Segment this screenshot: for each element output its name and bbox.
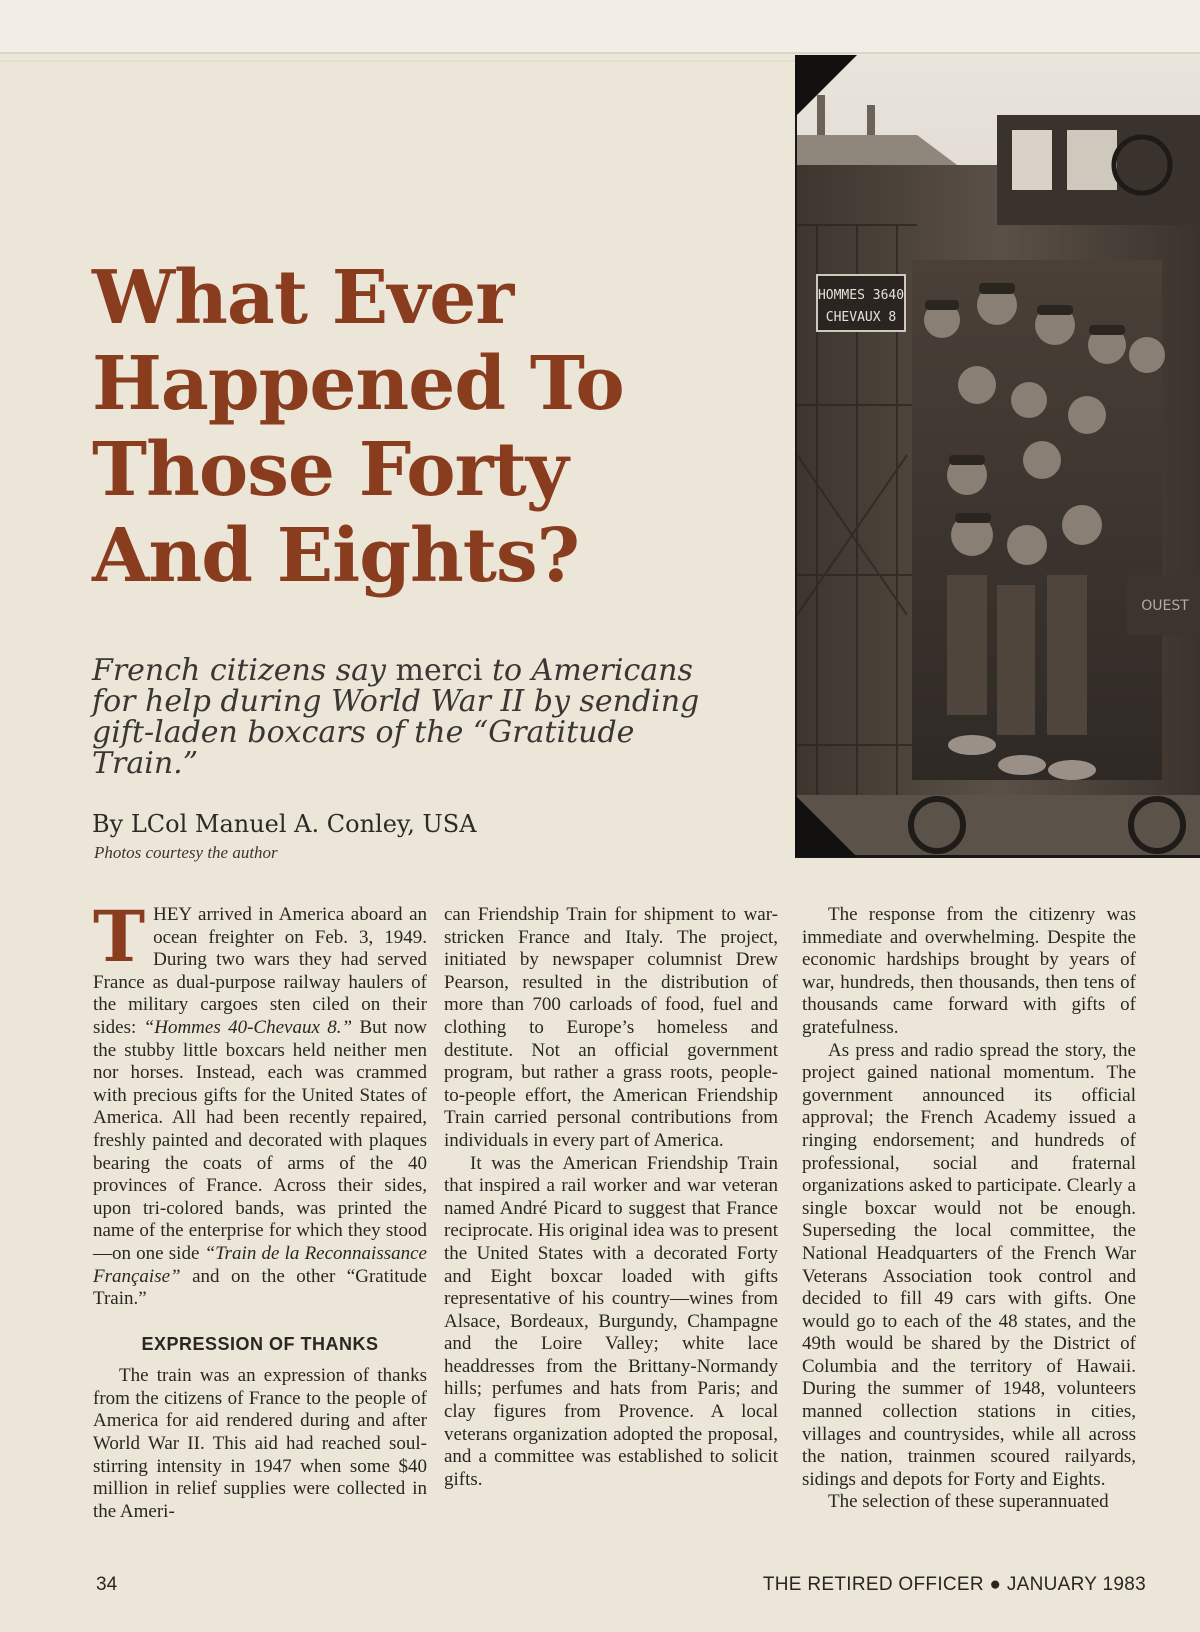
author-byline: By LCol Manuel A. Conley, USA [92, 810, 477, 838]
body-column-3 [802, 904, 1136, 1514]
photo-corner-bottom [795, 795, 857, 857]
text-run: HEY arrived in America aboard an ocean freighter on Feb. 3, 1949. During two wars they had served France as dual-purpose railway haulers of the military cargoes sten ciled on their sides: [93, 904, 427, 1038]
italic-run: “Train de la Reconnaissance Française” [93, 1242, 427, 1287]
car-mark-text: OUEST [1141, 598, 1189, 614]
historic-boxcar-photo-icon [797, 55, 1200, 855]
publication-footer: THE RETIRED OFFICER ● JANUARY 1983 [762, 1574, 1146, 1595]
page-number: 34 [96, 1574, 118, 1595]
subtitle-part1: French citizens say [92, 653, 396, 688]
text-run: But now the stubby little boxcars held neither men nor horses. Instead, each was crammed with precious gifts for the United States of America. All had been recently repaired, freshly painted and decorated with plaques bearing the coats of arms of the 40 provinces of France. Across their sides, upon tri-colored bands, was printed the name of the enterprise for which they stood—on one side [93, 1016, 427, 1264]
paragraph: It was the American Friendship Train that inspired a rail worker and war veteran named André Picard to suggest that France reciprocate. His original idea was to present the United States with a decorated Forty and Eight boxcar loaded with gifts representative of his country—wines from Alsace, Bordeaux, Burgundy, Champagne and the Loire Valley; white lace headdresses from the Brittany-Normandy hills; perfumes and hats from Paris; and clay figures from Provence. A local veterans organization adopted the proposal, and a committee was established to solicit gifts. [444, 1152, 778, 1490]
section-heading: EXPRESSION OF THANKS [141, 1333, 379, 1354]
top-margin-strip [0, 0, 1200, 54]
article-subtitle [92, 655, 732, 779]
boxcar-plaque-line2: CHEVAUX 8 [825, 310, 897, 325]
paragraph: The selection of these superannuated [828, 1491, 1109, 1513]
body-column-1 [93, 895, 427, 1523]
paragraph: can Friendship Train for shipment to war-stricken France and Italy. The project, initiated by newspaper columnist Drew Pearson, resulted in the distribution of more than 700 carloads of food, fuel and clothing to Europe’s homeless and destitute. Not an official government program, but rather a grass roots, people-to-people effort, the American Friendship Train carried personal contributions from individuals in every part of America. [444, 904, 778, 1151]
photo-credit: Photos courtesy the author [94, 843, 278, 862]
paragraph: The train was an expression of thanks from the citizens of France to the people of America for aid rendered during and after World War II. This aid had reached soul-stirring intensity in 1947 when some $40 million in relief supplies were collected in the Ameri- [93, 1365, 427, 1522]
paragraph [93, 895, 427, 1311]
subtitle-part2: to Americans for help during World War II by sending gift-laden boxcars of the “Gratitude Train.” [92, 653, 700, 781]
title-line: Happened To [92, 341, 624, 427]
paragraph: As press and radio spread the story, the project gained national momentum. The government announced its official approval; the French Academy issued a ringing endorsement; and hundreds of professional, social and fraternal organizations asked to participate. Clearly a single boxcar would not be enough. Superseding the local committee, the National Headquarters of the French War Veterans Association took control and decided to fill 49 cars with gifts. One would go to each of the 48 states, and the 49th would be shared by the District of Columbia and the territory of Hawaii. During the summer of 1948, volunteers manned collection stations in cities, villages and countrysides, while all across the nation, trainmen scoured railyards, sidings and depots for Forty and Eights. [802, 1039, 1136, 1490]
title-line: Those Forty [92, 427, 568, 513]
drop-cap: T [93, 895, 146, 978]
boxcar-plaque-line1: HOMMES 3640 [817, 288, 905, 303]
boxcar-photo [795, 55, 1200, 858]
photo-corner-top [795, 55, 857, 117]
title-line: What Ever [92, 255, 514, 341]
paragraph: The response from the citizenry was immediate and overwhelming. Despite the economic hardships brought by years of war, hundreds, then thousands, then tens of thousands came forward with gifts of gratefulness. [802, 904, 1136, 1038]
article-title [92, 255, 732, 599]
subtitle-merci: merci [395, 653, 483, 688]
body-column-2 [444, 904, 778, 1491]
title-line: And Eights? [92, 513, 579, 599]
text-run: and on the other “Gratitude Train.” [93, 1265, 427, 1310]
italic-run: “Hommes 40-Chevaux 8.” [143, 1016, 353, 1038]
